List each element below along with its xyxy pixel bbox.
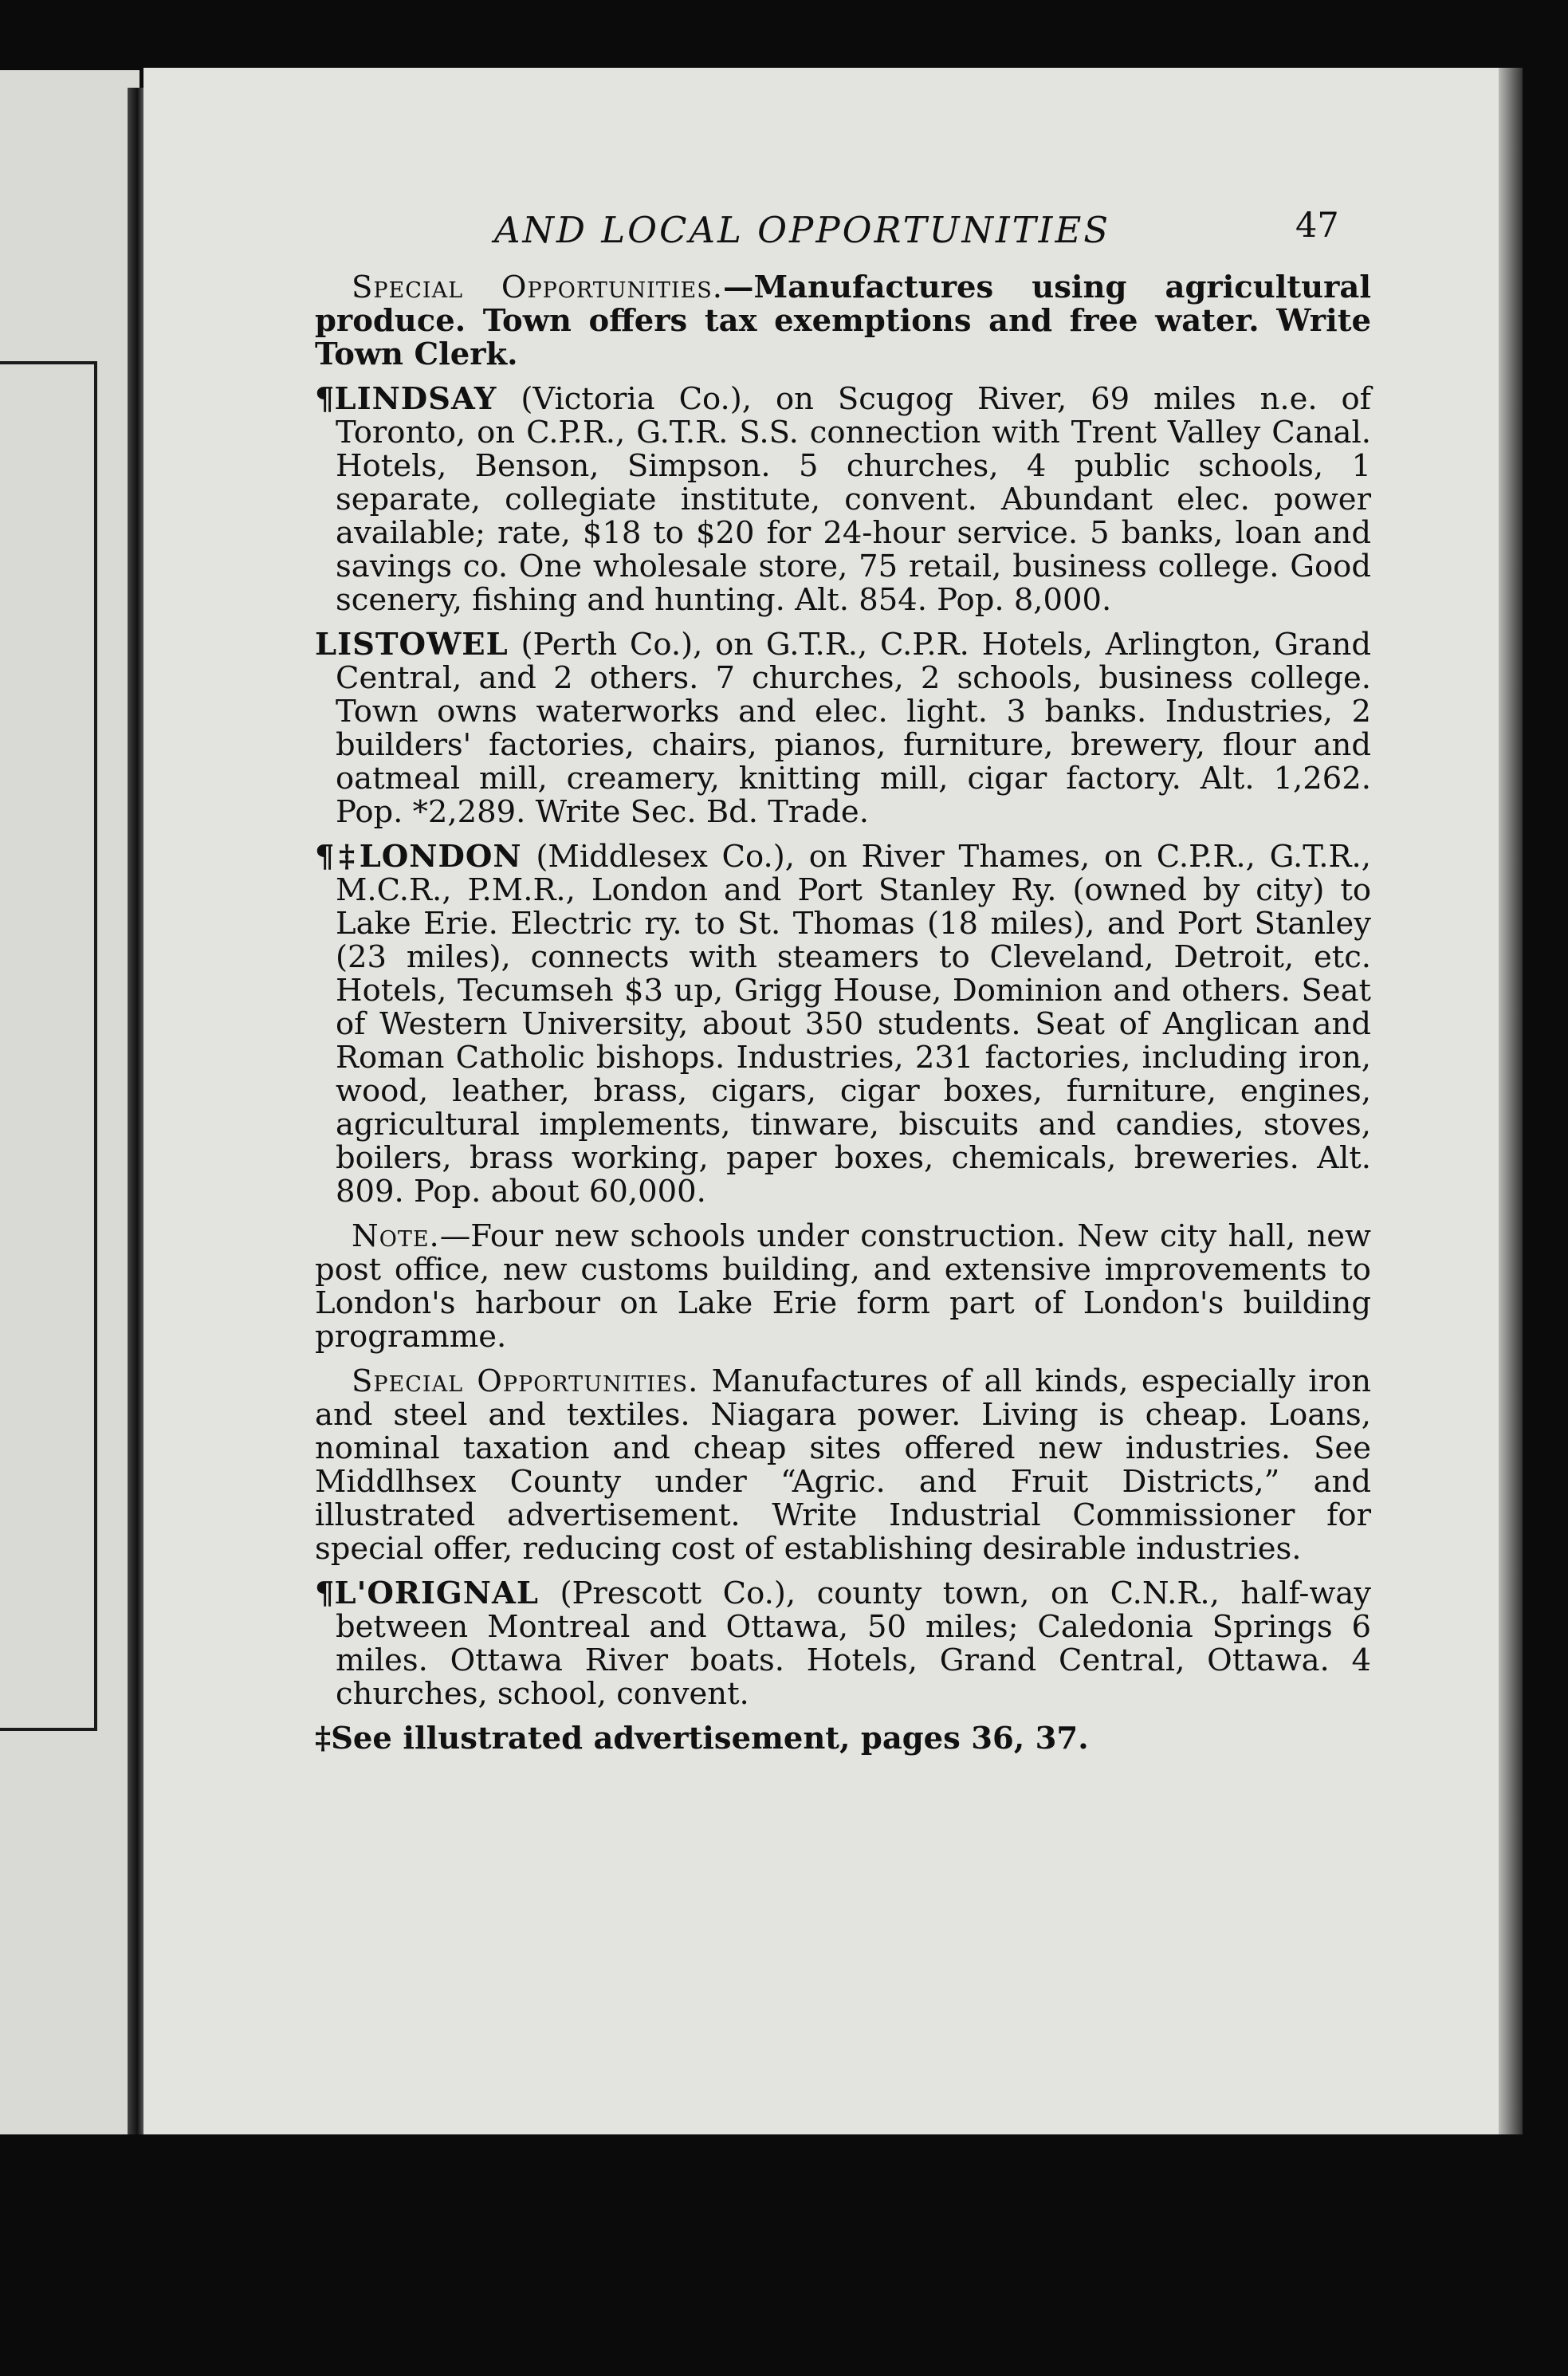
body-text (315, 271, 1371, 1767)
left-page (0, 70, 140, 2134)
entry-london (315, 840, 1371, 1209)
entry-text-london: (Middlesex Co.), on River Thames, on C.P.R., G.T.R., M.C.R., P.M.R., London and Port Stanley Ry. (owned by city) to Lake Erie. Electric ry. to St. Thomas (18 miles), and Port Stanley (23 miles), connects with steamers to Cleveland, Detroit, etc. Hotels, Tecumseh $3 up, Grigg House, Dominion and others. Seat of Western University, about 350 students. Seat of Anglican and Roman Catholic bishops. Industries, 231 factories, including iron, wood, leather, brass, cigars, cigar boxes, furniture, engines, agricultural implements, tinware, biscuits and candies, stoves, boilers, brass working, paper boxes, chemicals, breweries. Alt. 809. Pop. about 60,000. (336, 839, 1371, 1210)
entry-text-listowel: (Perth Co.), on G.T.R., C.P.R. Hotels, Arlington, Grand Central, and 2 others. 7 churches, 2 schools, business college. Town owns waterworks and elec. light. 3 banks. Industries, 2 builders' factories, chairs, pianos, furniture, brewery, flour and oatmeal mill, creamery, knitting mill, cigar factory. Alt. 1,262. Pop. *2,289. Write Sec. Bd. Trade. (336, 627, 1371, 830)
book-spine (128, 88, 143, 2134)
lead-special-opportunities: Special Opportunities. (352, 269, 723, 305)
entry-listowel (315, 628, 1371, 829)
footnote: ‡See illustrated advertisement, pages 36, 37. (315, 1721, 1089, 1756)
lead-london-special-opportunities: Special Opportunities. (352, 1363, 699, 1399)
entry-text-lindsay: (Victoria Co.), on Scugog River, 69 miles n.e. of Toronto, on C.P.R., G.T.R. S.S. connection with Trent Valley Canal. Hotels, Benson, Simpson. 5 churches, 4 public schools, 1 separate, collegiate institute, convent. Abundant elec. power available; rate, $18 to $20 for 24-hour service. 5 banks, loan and savings co. One wholesale store, 75 retail, business college. Good scenery, fishing and hunting. Alt. 854. Pop. 8,000. (336, 381, 1371, 618)
lead-note: Note. (352, 1218, 440, 1254)
pilcrow-mark: ¶ (315, 381, 335, 417)
note-text: —Four new schools under construction. New city hall, new post office, new customs building, and extensive improvements to London's harbour on Lake Erie form part of London's building programme. (315, 1218, 1371, 1355)
entry-lindsay (315, 383, 1371, 617)
paragraph-special-opportunities (315, 271, 1371, 372)
pilcrow-mark: ¶ (315, 1575, 335, 1611)
special-opportunities-text: —Manufactures using agricultural produce. Town offers tax exemptions and free water. Write Town Clerk. (315, 269, 1371, 372)
entry-text-lorignal: (Prescott Co.), county town, on C.N.R., half-way between Montreal and Ottawa, 50 miles; Caledonia Springs 6 miles. Ottawa River boats. Hotels, Grand Central, Ottawa. 4 churches, school, convent. (336, 1575, 1371, 1712)
paragraph-note (315, 1220, 1371, 1354)
entry-name-listowel: LISTOWEL (315, 627, 509, 663)
entry-name-lindsay: LINDSAY (334, 381, 497, 417)
pilcrow-dagger-mark: ¶‡ (315, 839, 360, 875)
page-edge (1499, 68, 1523, 2134)
london-special-opportunities-text: Manufactures of all kinds, especially iron and steel and textiles. Niagara power. Living is cheap. Loans, nominal taxation and cheap sites offered new industries. See Middlhsex County under “Agric. and Fruit Districts,” and illustrated advertisement. Write Industrial Commissioner for special offer, reducing cost of establishing desirable industries. (315, 1363, 1371, 1567)
page-number: 47 (1295, 206, 1339, 246)
paragraph-london-special-opportunities (315, 1365, 1371, 1566)
entry-lorignal (315, 1577, 1371, 1711)
entry-name-lorignal: L'ORIGNAL (334, 1575, 539, 1611)
running-head: AND LOCAL OPPORTUNITIES (494, 209, 1111, 251)
entry-name-london: LONDON (359, 839, 522, 875)
side-band (0, 361, 97, 1731)
